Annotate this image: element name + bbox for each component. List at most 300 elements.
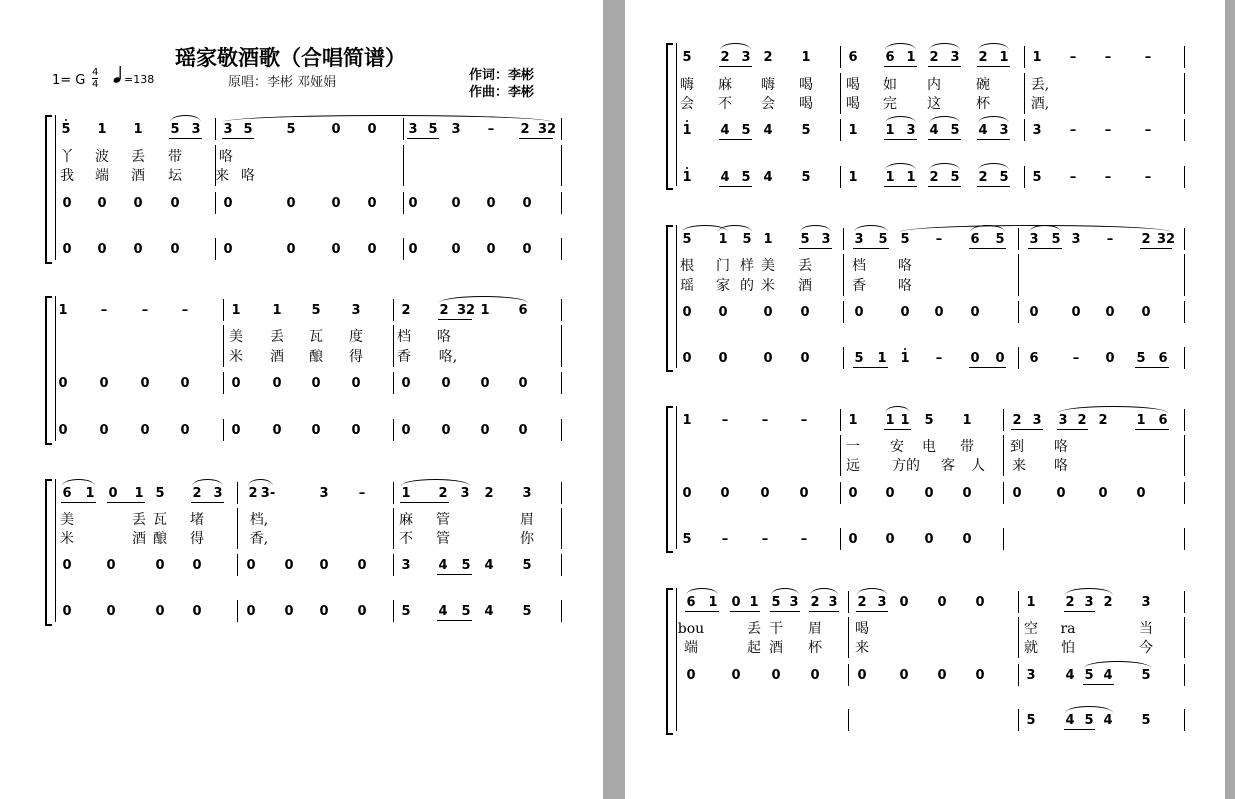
- note-token: 1: [749, 595, 759, 610]
- barline: [1184, 709, 1185, 731]
- barline: [1018, 274, 1019, 296]
- note-token: 0: [367, 242, 377, 257]
- lyric-syllable: 波: [95, 149, 109, 165]
- note-token: 0: [1136, 486, 1146, 501]
- barline: [561, 600, 562, 622]
- eighth-beam: [853, 367, 888, 368]
- barline: [561, 419, 562, 441]
- barline: [1018, 301, 1019, 323]
- barline: [561, 238, 562, 260]
- eighth-beam: [400, 502, 449, 503]
- lyric-syllable: 丢: [798, 258, 812, 274]
- note-token: 3: [522, 486, 532, 501]
- lyric-syllable: 内: [927, 77, 941, 93]
- note-token: 5: [461, 604, 471, 619]
- note-token: 0: [899, 668, 909, 683]
- note-token: 0: [62, 558, 72, 573]
- note-token: 6: [1029, 351, 1039, 366]
- note-token: –: [1106, 232, 1114, 247]
- note-token: 1: [134, 486, 144, 501]
- note-token: 5: [950, 123, 960, 138]
- note-token: –: [1144, 123, 1152, 138]
- lyric-syllable: 麻: [718, 77, 732, 93]
- note-token: 0: [351, 376, 361, 391]
- slur-tie: [929, 116, 960, 123]
- system-brace: [45, 479, 52, 626]
- lyric-syllable: 美: [60, 512, 74, 528]
- lyric-syllable: ra: [1060, 621, 1076, 637]
- note-token: 0: [286, 242, 296, 257]
- note-token: 4: [484, 558, 494, 573]
- barline: [843, 228, 844, 250]
- barline: [403, 192, 404, 214]
- note-token: 0: [763, 351, 773, 366]
- lyric-syllable: 我: [60, 168, 74, 184]
- system-brace: [666, 225, 673, 372]
- barline: [393, 372, 394, 394]
- note-token: 5: [522, 558, 532, 573]
- note-token: 0: [1141, 305, 1151, 320]
- note-token: 0: [682, 486, 692, 501]
- note-token: 5: [801, 170, 811, 185]
- barline: [237, 482, 238, 504]
- lyric-syllable: 档: [852, 258, 866, 274]
- note-token: 1: [480, 303, 490, 318]
- note-token: 2: [248, 486, 258, 501]
- slur-tie: [885, 116, 916, 123]
- note-token: –: [487, 122, 495, 137]
- note-token: 0: [799, 486, 809, 501]
- note-token: 0: [451, 196, 461, 211]
- barline: [1184, 254, 1185, 276]
- note-token: 3: [213, 486, 223, 501]
- note-token: 3: [1026, 668, 1036, 683]
- slur-tie: [1084, 661, 1151, 668]
- note-token: 5: [854, 351, 864, 366]
- eighth-beam: [407, 138, 439, 139]
- note-token: 1: [97, 122, 107, 137]
- note-token: –: [1144, 50, 1152, 65]
- slur-tie: [62, 479, 95, 486]
- note-token: 0: [760, 486, 770, 501]
- barline: [561, 372, 562, 394]
- lyric-syllable: 酒,: [1030, 96, 1050, 112]
- note-token: 0: [170, 196, 180, 211]
- note-token: 0: [975, 595, 985, 610]
- note-token: 32: [456, 303, 476, 318]
- note-token: 0: [486, 242, 496, 257]
- lyric-syllable: 香: [397, 349, 411, 365]
- note-token: –: [721, 532, 729, 547]
- barline: [1018, 664, 1019, 686]
- barline: [215, 118, 216, 140]
- lyric-syllable: 瓦: [153, 512, 167, 528]
- barline: [237, 527, 238, 549]
- slur-tie: [170, 115, 201, 122]
- system-bracket: [676, 406, 677, 549]
- eighth-beam: [977, 66, 1010, 67]
- note-token: 1: [682, 170, 692, 185]
- note-token: 5: [243, 122, 253, 137]
- note-token: 5: [155, 486, 165, 501]
- lyric-syllable: 得: [349, 349, 363, 365]
- note-token: 0: [486, 196, 496, 211]
- note-token: 5: [682, 50, 692, 65]
- slur-tie: [1058, 406, 1168, 413]
- note-token: 0: [800, 305, 810, 320]
- barline: [848, 664, 849, 686]
- lyric-syllable: 安: [890, 439, 904, 455]
- lyric-syllable: 酒: [131, 168, 145, 184]
- note-token: 3: [191, 122, 201, 137]
- meter-bottom: 4: [92, 79, 99, 90]
- barline: [840, 454, 841, 476]
- note-token: 6: [970, 232, 980, 247]
- lyric-syllable: bou: [677, 621, 705, 637]
- note-token: 5: [800, 232, 810, 247]
- lyric-syllable: 酒: [270, 349, 284, 365]
- eighth-beam: [884, 66, 917, 67]
- note-token: 5: [1136, 351, 1146, 366]
- note-token: 2: [1141, 232, 1151, 247]
- note-token: 0: [133, 196, 143, 211]
- system-bracket: [55, 479, 56, 622]
- slur-tie: [800, 225, 831, 232]
- note-token: 1: [401, 486, 411, 501]
- lyric-syllable: 美: [229, 329, 243, 345]
- eighth-beam: [719, 139, 752, 140]
- slur-tie: [929, 163, 960, 170]
- slur-tie: [223, 115, 552, 122]
- lyric-syllable: 会: [761, 96, 775, 112]
- barline: [393, 345, 394, 367]
- note-token: 2: [438, 486, 448, 501]
- note-token: 2: [192, 486, 202, 501]
- barline: [1024, 119, 1025, 141]
- lyric-syllable: 堵: [190, 512, 204, 528]
- note-token: 3: [401, 558, 411, 573]
- lyric-syllable: 来: [855, 640, 869, 656]
- note-token: 0: [58, 376, 68, 391]
- slur-tie: [854, 225, 888, 232]
- barline: [1184, 591, 1185, 613]
- note-token: –: [100, 303, 108, 318]
- eighth-beam: [969, 367, 1006, 368]
- note-token: 2: [1103, 595, 1113, 610]
- lyric-syllable: 门: [716, 258, 730, 274]
- note-token: 0: [763, 305, 773, 320]
- note-token: 5: [461, 558, 471, 573]
- note-token: –: [1104, 123, 1112, 138]
- lyric-syllable: 咯: [898, 258, 912, 274]
- slur-tie: [885, 43, 916, 50]
- eighth-beam: [169, 138, 202, 139]
- lyric-syllable: 碗: [976, 77, 990, 93]
- barline: [848, 709, 849, 731]
- note-token: 0: [731, 595, 741, 610]
- octave-dot: [686, 120, 688, 122]
- octave-dot: [904, 348, 906, 350]
- eighth-beam: [770, 611, 800, 612]
- slur-tie: [978, 43, 1009, 50]
- note-token: 0: [246, 558, 256, 573]
- eighth-beam: [809, 611, 839, 612]
- eighth-beam: [977, 139, 1010, 140]
- note-token: 3: [1032, 413, 1042, 428]
- slur-tie: [1029, 225, 1061, 232]
- note-token: 5: [1051, 232, 1061, 247]
- note-token: 0: [731, 668, 741, 683]
- barline: [223, 372, 224, 394]
- note-token: 5: [522, 604, 532, 619]
- barline: [561, 527, 562, 549]
- lyric-syllable: 这: [927, 96, 941, 112]
- system-bracket: [676, 43, 677, 186]
- note-token: 0: [408, 196, 418, 211]
- eighth-beam: [884, 429, 911, 430]
- note-token: 6: [686, 595, 696, 610]
- note-token: 0: [140, 423, 150, 438]
- eighth-beam: [730, 611, 760, 612]
- barline: [561, 192, 562, 214]
- score-page-right: [625, 0, 1225, 799]
- note-token: 0: [937, 668, 947, 683]
- note-token: 4: [438, 604, 448, 619]
- system-bracket: [676, 225, 677, 368]
- note-token: 0: [331, 122, 341, 137]
- note-token: 0: [441, 376, 451, 391]
- note-token: –: [358, 486, 366, 501]
- lyric-syllable: 你: [520, 531, 534, 547]
- note-token: 2: [1077, 413, 1087, 428]
- slur-tie: [720, 43, 751, 50]
- lyric-syllable: 档: [397, 329, 411, 345]
- lyric-syllable: 丢: [747, 621, 761, 637]
- note-token: 0: [192, 558, 202, 573]
- lyric-syllable: 档,: [249, 512, 269, 528]
- note-token: 0: [1056, 486, 1066, 501]
- eighth-beam: [977, 186, 1010, 187]
- note-token: 0: [106, 558, 116, 573]
- note-token: 1: [1032, 50, 1042, 65]
- note-token: 0: [357, 604, 367, 619]
- note-token: 32: [1156, 232, 1176, 247]
- note-token: 0: [1098, 486, 1108, 501]
- original-singers: 原唱：李彬 邓娅娟: [228, 75, 337, 90]
- note-token: 2: [763, 50, 773, 65]
- lyric-syllable: 杯: [808, 640, 822, 656]
- lyric-syllable: 会: [680, 96, 694, 112]
- note-token: 4: [1065, 713, 1075, 728]
- barline: [1184, 228, 1185, 250]
- lyric-syllable: 到: [1010, 439, 1024, 455]
- note-token: 0: [924, 486, 934, 501]
- note-token: –: [1144, 170, 1152, 185]
- barline: [393, 299, 394, 321]
- lyric-syllable: 眉: [520, 512, 534, 528]
- note-token: 4: [484, 604, 494, 619]
- note-token: 5: [878, 232, 888, 247]
- eighth-beam: [191, 502, 224, 503]
- system-brace: [45, 296, 52, 445]
- note-token: 3: [828, 595, 838, 610]
- note-token: –: [1104, 50, 1112, 65]
- eighth-beam: [928, 186, 961, 187]
- note-token: 0: [155, 558, 165, 573]
- lyric-syllable: 咯: [219, 149, 233, 165]
- barline: [1024, 46, 1025, 68]
- note-token: 0: [108, 486, 118, 501]
- note-token: 0: [223, 242, 233, 257]
- note-token: 0: [170, 242, 180, 257]
- note-token: 5: [742, 232, 752, 247]
- note-token: 0: [848, 486, 858, 501]
- note-token: 1: [900, 413, 910, 428]
- note-token: 5: [311, 303, 321, 318]
- lyric-syllable: 杯: [976, 96, 990, 112]
- barline: [237, 600, 238, 622]
- note-token: 5: [1141, 713, 1151, 728]
- note-token: 0: [686, 668, 696, 683]
- note-token: 1: [962, 413, 972, 428]
- note-token: 0: [682, 351, 692, 366]
- note-token: 3: [319, 486, 329, 501]
- note-token: –: [141, 303, 149, 318]
- note-token: 3: [351, 303, 361, 318]
- note-token: 0: [934, 305, 944, 320]
- barline: [1003, 454, 1004, 476]
- barline: [1184, 454, 1185, 476]
- barline: [840, 166, 841, 188]
- lyric-syllable: 丢: [270, 329, 284, 345]
- barline: [840, 119, 841, 141]
- eighth-beam: [884, 139, 917, 140]
- note-token: 0: [848, 532, 858, 547]
- note-token: 0: [995, 351, 1005, 366]
- slur-tie: [1065, 706, 1113, 713]
- note-token: 1: [718, 232, 728, 247]
- eighth-beam: [719, 186, 752, 187]
- lyric-syllable: 酿: [153, 531, 167, 547]
- lyric-syllable: 远: [846, 458, 860, 474]
- lyric-syllable: 怕: [1061, 640, 1075, 656]
- note-token: 0: [272, 376, 282, 391]
- note-token: 1: [999, 50, 1009, 65]
- note-token: 0: [718, 305, 728, 320]
- system-bracket: [676, 588, 677, 731]
- barline: [840, 409, 841, 431]
- lyric-syllable: 不: [718, 96, 732, 112]
- note-token: 0: [518, 423, 528, 438]
- lyric-syllable: 丢,: [1030, 77, 1050, 93]
- system-bracket: [55, 115, 56, 260]
- note-token: –: [935, 351, 943, 366]
- eighth-beam: [438, 319, 472, 320]
- barline: [561, 554, 562, 576]
- note-token: 0: [522, 196, 532, 211]
- system-brace: [666, 406, 673, 553]
- note-token: 3: [906, 123, 916, 138]
- lyric-syllable: 丫: [60, 149, 74, 165]
- note-token: –: [800, 413, 808, 428]
- note-token: 0: [62, 242, 72, 257]
- lyric-syllable: 米: [761, 278, 775, 294]
- lyric-syllable: 方的: [892, 458, 920, 474]
- lyric-syllable: 美: [761, 258, 775, 274]
- note-token: 0: [771, 668, 781, 683]
- lyric-syllable: 家: [716, 278, 730, 294]
- lyric-syllable: 电: [922, 439, 936, 455]
- note-token: 0: [401, 423, 411, 438]
- note-token: 4: [763, 170, 773, 185]
- note-token: 0: [140, 376, 150, 391]
- note-token: –: [181, 303, 189, 318]
- eighth-beam: [799, 248, 832, 249]
- slur-tie: [810, 588, 838, 595]
- lyric-syllable: 咯: [898, 278, 912, 294]
- note-token: 0: [975, 668, 985, 683]
- slur-tie: [929, 43, 960, 50]
- note-token: 0: [367, 122, 377, 137]
- slur-tie: [771, 588, 799, 595]
- note-token: 3: [950, 50, 960, 65]
- eighth-beam: [1135, 367, 1169, 368]
- slur-tie: [857, 588, 887, 595]
- note-token: –: [935, 232, 943, 247]
- lyric-syllable: 嗨: [680, 77, 694, 93]
- note-token: 1: [708, 595, 718, 610]
- note-token: 0: [311, 376, 321, 391]
- lyric-syllable: 喝: [846, 77, 860, 93]
- note-token: 2: [1065, 595, 1075, 610]
- slur-tie: [1065, 588, 1113, 595]
- barline: [223, 419, 224, 441]
- note-token: 0: [155, 604, 165, 619]
- barline: [223, 299, 224, 321]
- note-token: 5: [999, 170, 1009, 185]
- lyric-syllable: 一: [846, 439, 860, 455]
- note-token: 2: [401, 303, 411, 318]
- note-token: 3: [1058, 413, 1068, 428]
- lyric-syllable: 喝: [855, 621, 869, 637]
- note-token: 0: [970, 305, 980, 320]
- note-token: 0: [480, 423, 490, 438]
- note-token: 5: [1084, 668, 1094, 683]
- note-token: 4: [1103, 668, 1113, 683]
- note-token: 0: [223, 196, 233, 211]
- barline: [1018, 636, 1019, 658]
- barline: [223, 345, 224, 367]
- barline: [403, 238, 404, 260]
- note-token: 1: [1136, 413, 1146, 428]
- note-token: 3: [789, 595, 799, 610]
- note-token: 5: [428, 122, 438, 137]
- note-token: 0: [284, 558, 294, 573]
- octave-dot: [65, 119, 67, 121]
- eighth-beam: [1064, 611, 1095, 612]
- note-token: 0: [937, 595, 947, 610]
- note-token: 0: [900, 305, 910, 320]
- note-token: 0: [857, 668, 867, 683]
- lyric-syllable: 酿: [309, 349, 323, 365]
- eighth-beam: [685, 611, 719, 612]
- note-token: 0: [451, 242, 461, 257]
- barline: [1184, 166, 1185, 188]
- note-token: 1: [900, 351, 910, 366]
- note-token: 3: [821, 232, 831, 247]
- note-token: 0: [924, 532, 934, 547]
- note-token: 0: [480, 376, 490, 391]
